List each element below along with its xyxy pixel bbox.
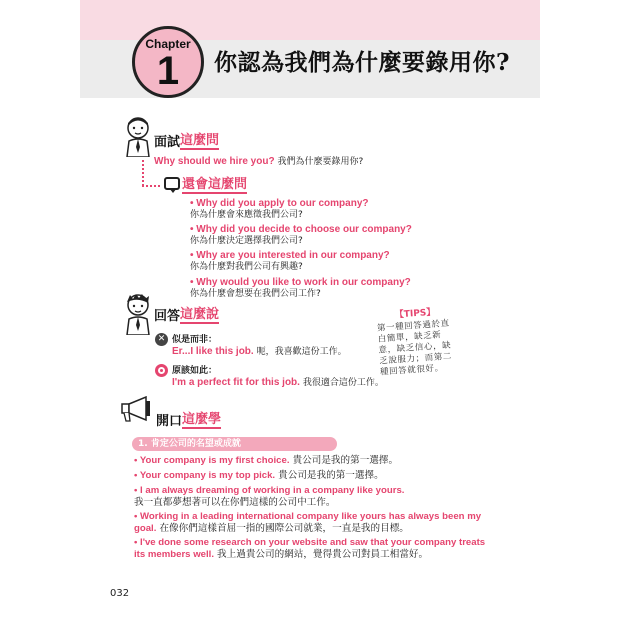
wrong-answer: [172, 346, 347, 358]
answer-heading: [154, 305, 219, 324]
page-number: 032: [110, 588, 130, 599]
megaphone-icon: [120, 396, 154, 422]
answer-heading-pink: 這麼說: [180, 307, 220, 322]
interviewee-icon: [124, 293, 152, 335]
sentence-item: • Your company is my top pick. 貴公司是我的第一選擇。: [134, 470, 384, 481]
interview-heading: [154, 131, 219, 150]
tips-body: 第一種回答過於直白簡單，缺乏新意，缺乏信心，缺乏說服力；而第二種回答就很好。: [376, 318, 453, 378]
also-asked-item: • Why are you interested in our company? 你為什麼對我們公司有興趣?: [190, 250, 390, 272]
sentence-item: • I've done some research on your website and saw that your company treats its members well. 我上過貴公司的網站，覺得貴公司對員工相當好。: [134, 537, 486, 560]
tips-note: [376, 303, 459, 378]
wrong-x-icon: ✕: [155, 333, 168, 346]
interview-heading-pink: 這麼問: [180, 133, 220, 148]
speak-heading-black: 開口: [156, 414, 183, 429]
right-answer-zh: 我很適合這份工作。: [302, 378, 384, 388]
answer-heading-black: 回答: [154, 309, 181, 324]
interviewer-icon: [124, 117, 152, 157]
correct-circle-icon: [155, 364, 168, 377]
also-asked-item: • Why would you like to work in our company? 你為什麼會想要在我們公司工作?: [190, 277, 411, 299]
chapter-badge: [132, 26, 204, 98]
right-label: 原該如此：: [172, 366, 218, 376]
speech-bubble-icon: [164, 177, 180, 190]
page: [80, 0, 540, 620]
right-answer-en: I'm a perfect fit for this job.: [172, 377, 300, 388]
chapter-word: Chapter: [145, 37, 191, 51]
connector-horizontal: [142, 185, 160, 187]
wrong-answer-zh: 呃，我喜歡這份工作。: [256, 347, 347, 357]
subsection-pill: [132, 437, 337, 451]
connector-vertical: [142, 160, 144, 186]
also-asked-label: 還會這麼問: [182, 177, 248, 192]
chapter-title: 你認為我們為什麼要錄用你?: [214, 49, 510, 76]
subsection-label: 1. 肯定公司的名望或成就: [138, 439, 241, 449]
interview-question: [154, 156, 363, 168]
also-asked-item: • Why did you apply to our company? 你為什麼會來應徵我們公司?: [190, 198, 369, 220]
also-asked-heading: [182, 177, 247, 194]
chapter-number: 1: [156, 49, 180, 93]
speak-heading: [156, 410, 221, 429]
wrong-answer-en: Er...I like this job.: [172, 346, 254, 357]
speak-heading-pink: 這麼學: [182, 412, 222, 427]
interview-question-en: Why should we hire you?: [154, 156, 275, 167]
interview-question-zh: 我們為什麼要錄用你?: [277, 157, 364, 167]
sentence-item: • Your company is my first choice. 貴公司是我的第一選擇。: [134, 455, 399, 466]
sentence-item: • Working in a leading international company like yours has always been my goal. 在像你們這樣首屈一指的國際公司就業，一直是我的目標。: [134, 511, 482, 534]
sentence-item: • I am always dreaming of working in a company like yours. 我一直都夢想著可以在你們這樣的公司中工作。: [134, 485, 405, 508]
also-asked-item: • Why did you decide to choose our company? 你為什麼決定選擇我們公司?: [190, 224, 412, 246]
right-answer: [172, 377, 384, 389]
interview-heading-black: 面試: [154, 135, 181, 150]
wrong-label: 似是而非：: [172, 335, 218, 345]
tips-title: 【TIPS】: [394, 307, 436, 321]
